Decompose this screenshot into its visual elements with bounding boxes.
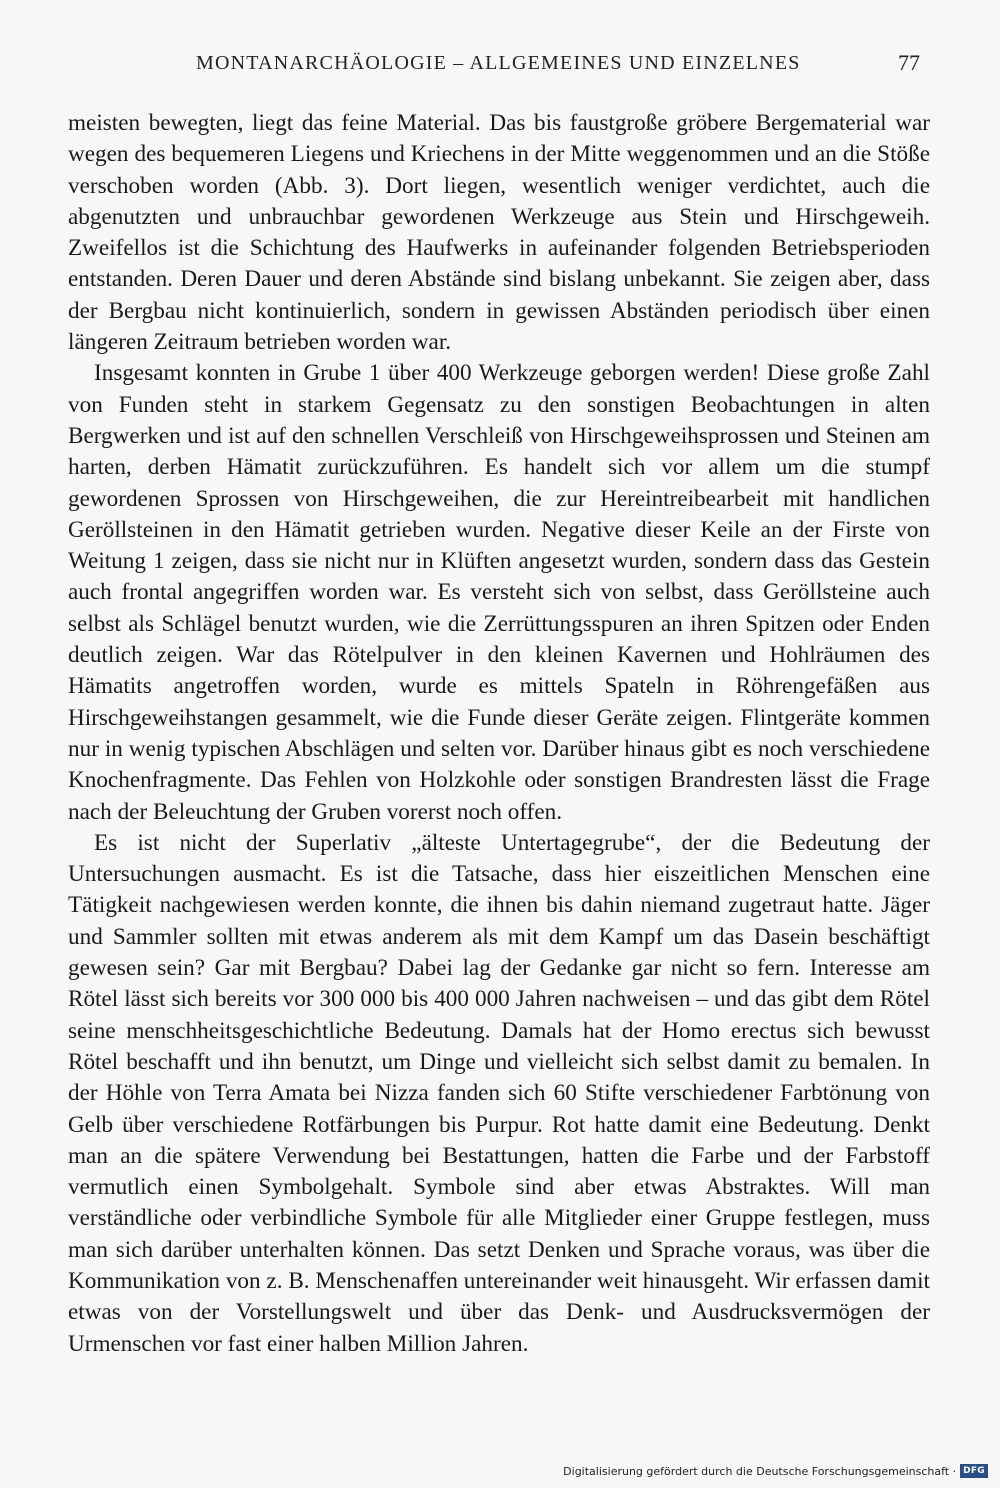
footer-credit: Digitalisierung gefördert durch die Deutsche Forschungsgemeinschaft ·	[563, 1464, 957, 1478]
dfg-logo-icon: DFG	[960, 1464, 988, 1478]
digitization-footer	[563, 1462, 988, 1480]
paragraph-1: meisten bewegten, liegt das feine Material. Das bis faustgroße gröbere Bergematerial war wegen des bequemeren Liegens und Kriechens in der Mitte weggenommen und an die Stöße verschoben worden (Abb. 3). Dort liegen, wesentlich weniger verdichtet, auch die abgenutzten und unbrauchbar gewordenen Werkzeuge aus Stein und Hirschgeweih. Zweifellos ist die Schichtung des Haufwerks in aufeinander folgenden Betriebsperioden entstanden. Deren Dauer und deren Abstände sind bislang unbekannt. Sie zeigen aber, dass der Bergbau nicht kontinuierlich, sondern in gewissen Abständen periodisch über einen längeren Zeitraum betrieben worden war.	[68, 110, 930, 356]
paragraph-3: Es ist nicht der Superlativ „älteste Untertagegrube“, der die Bedeutung der Untersuchungen ausmacht. Es ist die Tatsache, dass hier eiszeitlichen Menschen eine Tätigkeit nachgewiesen werden konnte, die ihnen bis dahin niemand zugetraut hatte. Jäger und Sammler sollten mit etwas anderem als mit dem Kampf um das Dasein beschäftigt gewesen sein? Gar mit Bergbau? Dabei lag der Gedanke gar nicht so fern. Interesse am Rötel lässt sich bereits vor 300 000 bis 400 000 Jahren nachweisen – und das gibt dem Rötel seine menschheitsgeschichtliche Bedeutung. Damals hat der Homo erectus sich bewusst Rötel beschafft und ihn benutzt, um Dinge und vielleicht sich selbst damit zu bemalen. In der Höhle von Terra Amata bei Nizza fanden sich 60 Stifte verschiedener Farbtönung von Gelb über verschiedene Rotfärbungen bis Purpur. Rot hatte damit eine Bedeutung. Denkt man an die spätere Verwendung bei Bestattungen, hatten die Farbe und der Farbstoff vermutlich einen Symbolgehalt. Symbole sind aber etwas Abstraktes. Will man verständliche oder verbindliche Symbole für alle Mitglieder einer Gruppe festlegen, muss man sich darüber unterhalten können. Das setzt Denken und Sprache voraus, was über die Kommunikation von z. B. Menschenaffen untereinander weit hinausgeht. Wir erfassen damit etwas von der Vorstellungswelt und über das Denk- und Ausdrucksvermögen der Urmenschen vor fast einer halben Million Jahren.	[68, 829, 930, 1357]
running-head: MONTANARCHÄOLOGIE – ALLGEMEINES UND EINZELNES	[196, 52, 801, 74]
paragraph-2: Insgesamt konnten in Grube 1 über 400 Werkzeuge geborgen werden! Diese große Zahl von Funden steht in starkem Gegensatz zu den sonstigen Beobachtungen in alten Bergwerken und ist auf den schnellen Verschleiß von Hirschgeweihsprossen und Steinen am harten, derben Hämatit zurückzuführen. Es handelt sich vor allem um die stumpf gewordenen Sprossen von Hirschgeweihen, die zur Hereintreibearbeit mit handlichen Geröllsteinen in den Hämatit getrieben wurden. Negative dieser Keile an der Firste von Weitung 1 zeigen, dass sie nicht nur in Klüften angesetzt wurden, sondern dass das Gestein auch frontal angegriffen worden war. Es versteht sich von selbst, dass Geröllsteine auch selbst als Schlägel benutzt wurden, wie die Zerrüttungsspuren an ihren Spitzen oder Enden deutlich zeigen. War das Rötelpulver in den kleinen Kavernen und Hohlräumen des Hämatits angetroffen worden, wurde es mittels Spateln in Röhrengefäßen aus Hirschgeweihstangen gesammelt, wie die Funde dieser Geräte zeigen. Flintgeräte kommen nur in wenig typischen Abschlägen und selten vor. Darüber hinaus gibt es noch verschiedene Knochenfragmente. Das Fehlen von Holzkohle oder sonstigen Brandresten lässt die Frage nach der Beleuchtung der Gruben vorerst noch offen.	[68, 360, 930, 825]
page-header	[68, 52, 930, 82]
page-number: 77	[898, 50, 920, 75]
body-text	[68, 108, 930, 1360]
